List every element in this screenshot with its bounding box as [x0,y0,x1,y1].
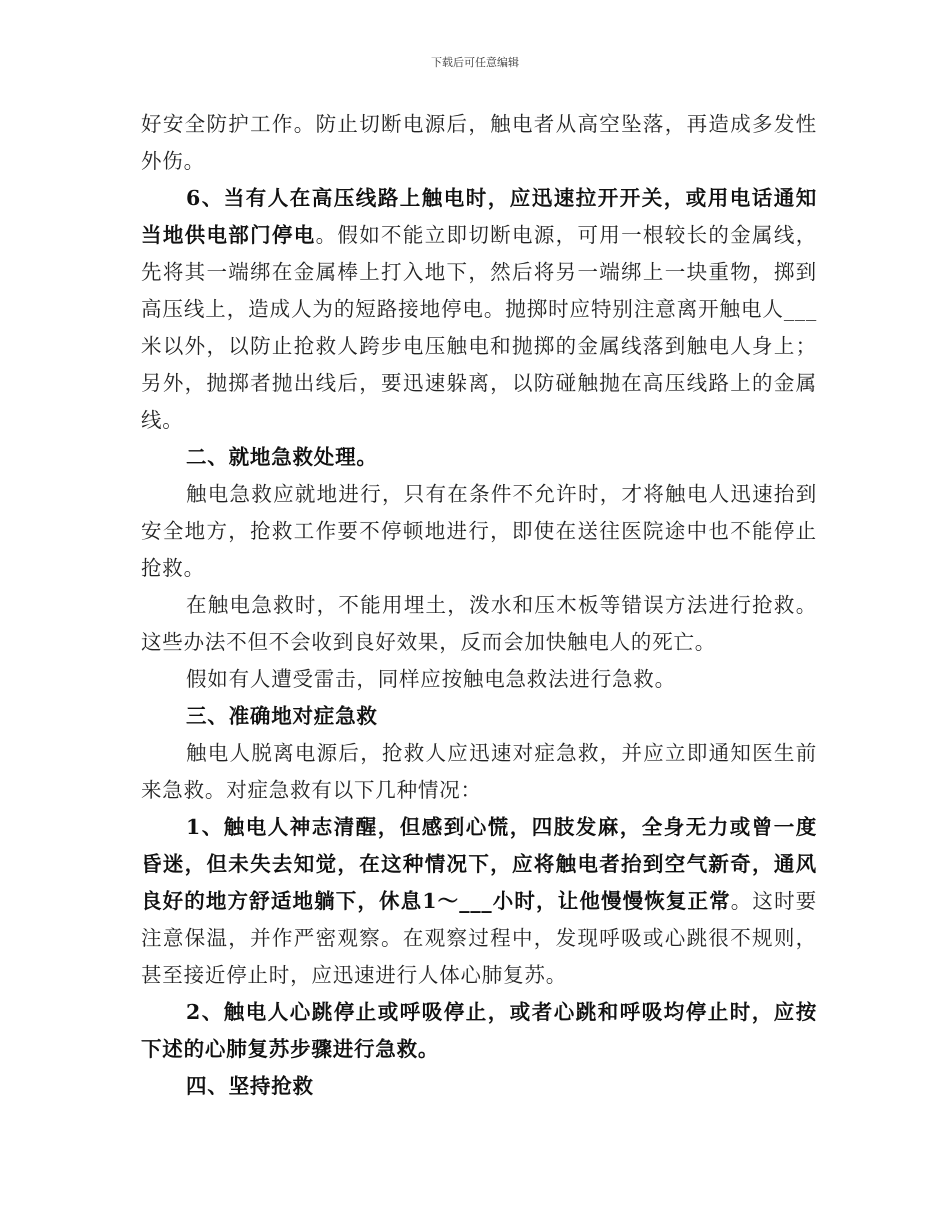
paragraph-lightning: 假如有人遭受雷击，同样应按触电急救法进行急救。 [186,667,676,691]
paragraph-text: 好安全防护工作。防止切断电源后，触电者从高空坠落，再造成多发性外伤。 [141,112,817,173]
paragraph-continuation [141,106,817,180]
paragraph-case-2: 2、触电人心跳停止或呼吸停止，或者心跳和呼吸均停止时，应按下述的心肺复苏步骤进行急救。 [141,1000,817,1061]
bold-text: 1、触电人神志清醒，但感到心慌，四肢发麻，全身无力或曾一度昏迷，但未失去知觉，在这种情况下，应将触电者抬到空气新奇，通风良好的地方舒适地躺下，休息1～___小时，让他慢慢恢复正常 [141,815,817,913]
section-heading-2: 二、就地急救处理。 [186,445,378,469]
paragraph-text: 。这时要注意保温，并作严密观察。在观察过程中，发现呼吸或心跳很不规则，甚至接近停止时，应迅速进行人体心肺复苏。 [141,889,818,987]
paragraph-symptom-intro: 触电人脱离电源后，抢救人应迅速对症急救，并应立即通知医生前来急救。对症急救有以下几种情况： [141,741,817,802]
paragraph-text: 。假如不能立即切断电源，可用一根较长的金属线，先将其一端绑在金属棒上打入地下，然后将另一端绑上一块重物，掷到高压线上，造成人为的短路接地停电。抛掷时应特别注意离开触电人___米以外，以防止抢救人跨步电压触电和抛掷的金属线落到触电人身上；另外，抛掷者抛出线后，要迅速躲离，以防碰触抛在高压线路上的金属线。 [141,223,817,432]
bold-text: 6、当有人在高压线路上触电时，应迅速拉开开关，或用电话通知当地供电部门停电 [141,186,817,247]
page-header: 下载后可任意编辑 [431,56,519,69]
section-heading-4: 四、坚持抢救 [186,1074,314,1098]
paragraph-wrong-methods: 在触电急救时，不能用埋土，泼水和压木板等错误方法进行抢救。这些办法不但不会收到良好效果，反而会加快触电人的死亡。 [141,593,817,654]
section-heading-3: 三、准确地对症急救 [186,704,378,728]
paragraph-case-1 [141,809,817,994]
paragraph-high-voltage [141,180,817,439]
document-body [141,106,817,1105]
paragraph-onsite: 触电急救应就地进行，只有在条件不允许时，才将触电人迅速抬到安全地方，抢救工作要不停顿地进行，即使在送往医院途中也不能停止抢救。 [141,482,817,580]
